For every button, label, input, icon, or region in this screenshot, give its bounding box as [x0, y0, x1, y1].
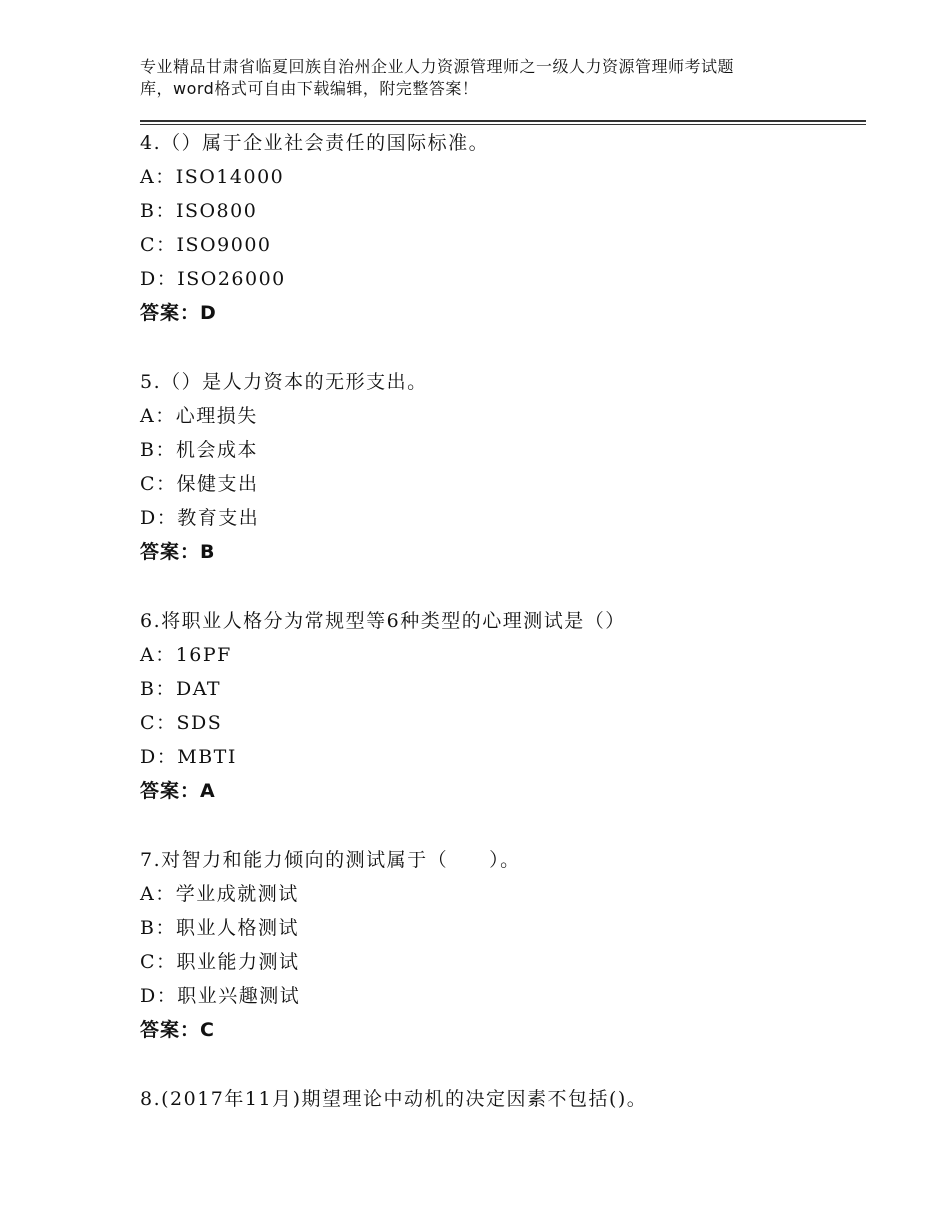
question-stem: 8.(2017年11月)期望理论中动机的决定因素不包括()。: [140, 1088, 648, 1110]
answer-text: 答案：A: [140, 780, 216, 802]
option-c: C：职业能力测试: [140, 951, 300, 973]
question-7: [140, 843, 866, 1047]
option-d: D：MBTI: [140, 746, 237, 768]
option-b: B：职业人格测试: [140, 917, 299, 939]
question-stem: 5.（）是人力资本的无形支出。: [140, 371, 428, 393]
option-a: A：心理损失: [140, 405, 258, 427]
header-divider: [140, 120, 866, 125]
option-a: A：ISO14000: [140, 166, 285, 188]
option-c: C：ISO9000: [140, 234, 272, 256]
answer-text: 答案：D: [140, 302, 217, 324]
answer-text: 答案：C: [140, 1019, 215, 1041]
option-a: A：学业成就测试: [140, 883, 299, 905]
header-line-1: 专业精品甘肃省临夏回族自治州企业人力资源管理师之一级人力资源管理师考试题: [140, 57, 735, 76]
answer-text: 答案：B: [140, 541, 216, 563]
option-c: C：保健支出: [140, 473, 259, 495]
option-a: A：16PF: [140, 644, 232, 666]
document-page: [140, 0, 866, 1230]
header-line-2: 库，word格式可自由下载编辑，附完整答案！: [140, 79, 479, 98]
question-5: [140, 365, 866, 569]
question-8: [140, 1082, 866, 1116]
question-6: [140, 604, 866, 808]
option-d: D：职业兴趣测试: [140, 985, 301, 1007]
option-b: B：ISO800: [140, 200, 258, 222]
question-4: [140, 126, 866, 330]
document-header: [140, 56, 866, 100]
question-stem: 7.对智力和能力倾向的测试属于（ ）。: [140, 849, 521, 871]
question-stem: 6.将职业人格分为常规型等6种类型的心理测试是（）: [140, 610, 626, 632]
option-b: B：机会成本: [140, 439, 258, 461]
option-c: C：SDS: [140, 712, 223, 734]
question-stem: 4.（）属于企业社会责任的国际标准。: [140, 132, 490, 154]
option-d: D：教育支出: [140, 507, 260, 529]
option-d: D：ISO26000: [140, 268, 286, 290]
option-b: B：DAT: [140, 678, 222, 700]
